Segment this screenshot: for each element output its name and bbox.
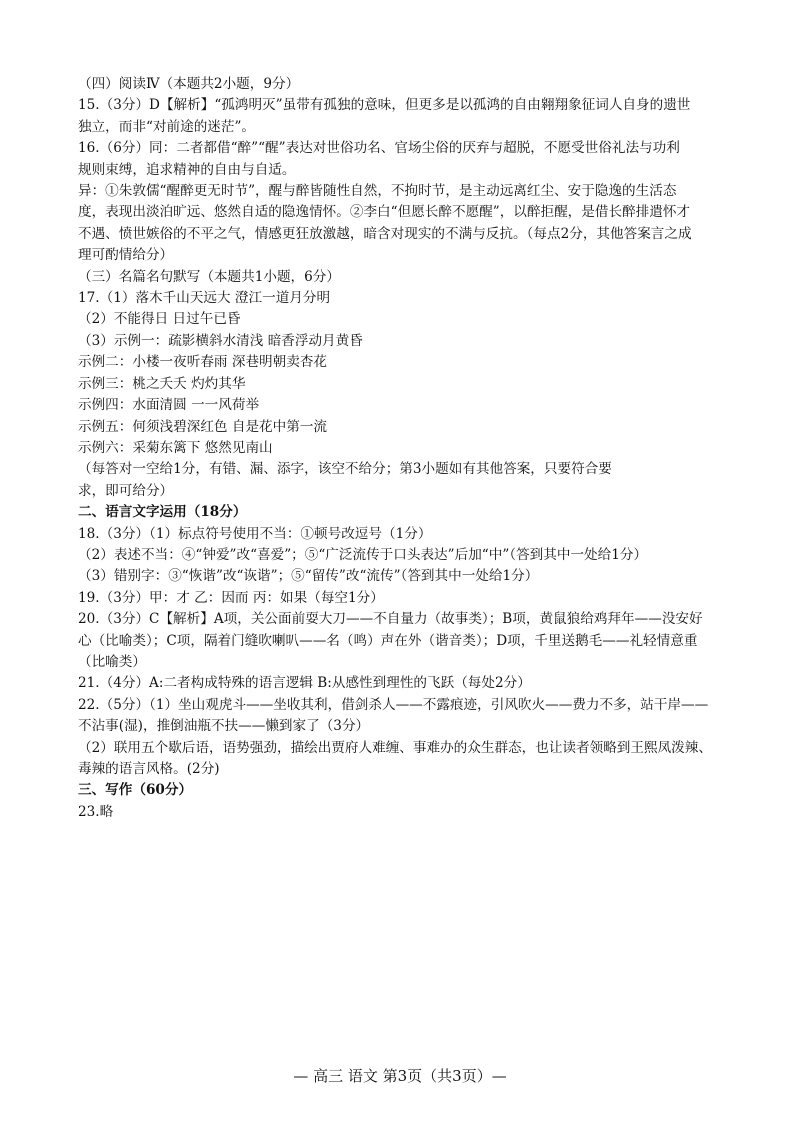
text-line: 18.（3分）（1）标点符号使用不当：①顿号改逗号（1分） (78, 525, 432, 542)
text-line: （3）示例一：疏影横斜水清浅 暗香浮动月黄昏 (78, 332, 363, 349)
text-line: 不沾事(湿)，推倒油瓶不扶——懒到家了（3分） (78, 718, 370, 735)
text-line: （四）阅读Ⅳ（本题共2小题，9分） (78, 76, 300, 92)
text-line: 规则束缚，追求精神的自由与自适。 (78, 161, 296, 178)
text-line: 毒辣的语言风格。(2分) (78, 761, 220, 777)
text-line: 理可酌情给分） (78, 247, 174, 264)
text-line: 异：①朱敦儒“醒醉更无时节”，醒与醉皆随性自然，不拘时节，是主动远离红尘、安于隐逸的生活态 (78, 183, 677, 200)
text-line: 不遇、愤世嫉俗的不平之气，情感更狂放激越，暗含对现实的不满与反抗。（每点2分，其他答案言之成 (78, 225, 692, 242)
page-footer: — 高三 语文 第3页（共3页）— (293, 1067, 507, 1085)
text-line: 15.（3分）D【解析】“孤鸿明灭”虽带有孤独的意味，但更多是以孤鸿的自由翱翔象征词人自身的遗世 (78, 97, 691, 114)
text-line: 独立，而非“对前途的迷茫”。 (78, 118, 256, 135)
text-line: 22.（5分）（1）坐山观虎斗——坐收其利，借剑杀人——不露痕迹，引风吹火——费力不多，站干岸—— (78, 696, 709, 713)
text-line: 示例五：何须浅碧深红色 自是花中第一流 (78, 418, 328, 435)
text-line: 心（比喻类）；C项，隔着门缝吹喇叭——名（鸣）声在外（谐音类）；D项，千里送鹅毛——礼轻情意重 (78, 632, 698, 649)
text-line: 23.略 (78, 803, 114, 820)
text-line: （比喻类） (78, 653, 146, 670)
text-line: 示例三：桃之夭夭 灼灼其华 (78, 375, 246, 392)
text-line: （2）联用五个歇后语，语势强劲，描绘出贾府人难缠、事难办的众生群态，也让读者领略到王熙凤泼辣、 (78, 739, 712, 756)
section-heading: 三、写作（60分） (78, 782, 193, 799)
text-line: 19.（3分）甲：才 乙：因而 丙：如果（每空1分） (78, 589, 384, 606)
text-line: （2）不能得日 日过午已昏 (78, 311, 241, 328)
text-line: （三）名篇名句默写（本题共1小题，6分） (78, 268, 340, 285)
text-line: （3）错别字：③“恢谐”改“诙谐”；⑤“留传”改“流传”（答到其中一处给1分） (78, 568, 539, 585)
text-line: 示例二：小楼一夜听春雨 深巷明朝卖杏花 (78, 354, 328, 371)
text-line: 21.（4分）A:二者构成特殊的语言逻辑 B:从感性到理性的飞跃（每处2分） (78, 675, 531, 692)
text-line: （每答对一空给1分，有错、漏、添字，该空不给分；第3小题如有其他答案，只要符合要 (78, 461, 612, 478)
answer-key-body (78, 74, 738, 823)
text-line: （2）表述不当：④“钟爱”改“喜爱”；⑤“广泛流传于口头表达”后加“中”（答到其中一处给1分） (78, 546, 648, 563)
text-line: 示例六：采菊东篱下 悠然见南山 (78, 439, 273, 456)
text-line: 17.（1）落木千山天远大 澄江一道月分明 (78, 290, 331, 307)
text-line: 20.（3分）C【解析】A项，关公面前耍大刀——不自量力（故事类）；B项，黄鼠狼给鸡拜年——没安好 (78, 611, 703, 628)
text-line: 16.（6分）同：二者都借“醉”“醒”表达对世俗功名、官场尘俗的厌弃与超脱，不愿受世俗礼法与功利 (78, 140, 680, 157)
section-heading: 二、语言文字运用（18分） (78, 504, 247, 521)
text-line: 求，即可给分） (78, 482, 174, 499)
text-line: 度，表现出淡泊旷远、悠然自适的隐逸情怀。②李白“但愿长醉不愿醒”，以醉拒醒，是借长醉排遣怀才 (78, 204, 691, 221)
text-line: 示例四：水面清圆 一一风荷举 (78, 397, 260, 414)
